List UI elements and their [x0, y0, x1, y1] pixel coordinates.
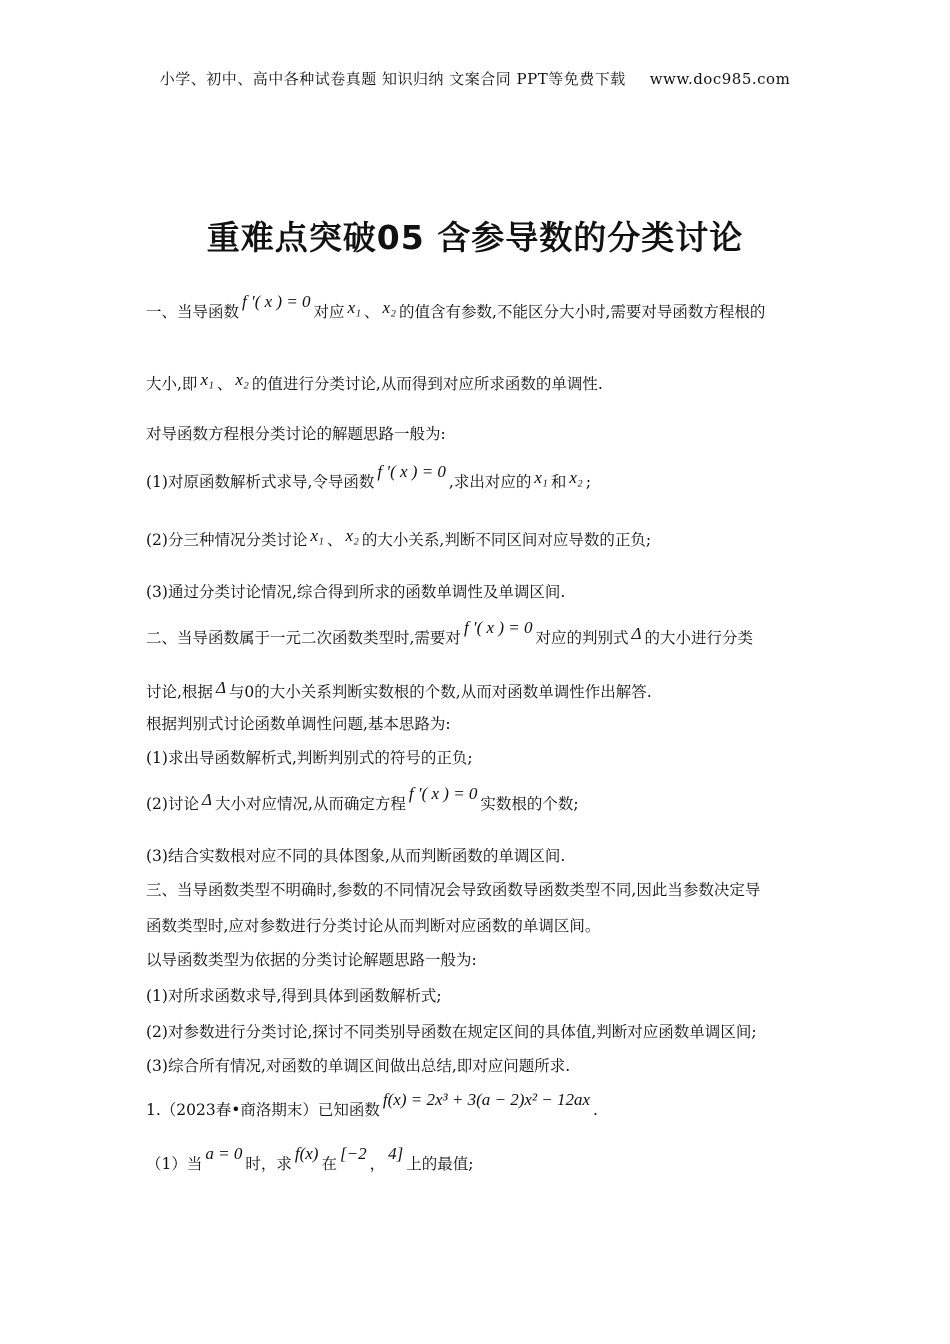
text: 大小,即 — [146, 375, 198, 393]
paragraph-line-3: 对导函数方程根分类讨论的解题思路一般为: — [146, 425, 446, 443]
text: ， — [369, 1155, 386, 1173]
header-site: www.doc985.com — [649, 70, 791, 88]
paragraph-line-10: (1)求出导函数解析式,判断判别式的符号的正负; — [146, 749, 473, 767]
paragraph-line-18: (3)综合所有情况,对函数的单调区间做出总结,即对应问题所求. — [146, 1057, 571, 1075]
paragraph-2-line-1 — [146, 618, 826, 648]
text: 的值进行分类讨论,从而得到对应所求函数的单调性. — [251, 375, 603, 393]
formula-fprime: f ′( x ) = 0 — [408, 784, 478, 803]
page-header — [0, 68, 950, 89]
text: 的大小进行分类 — [644, 629, 753, 647]
formula-x1: x₁ — [347, 298, 362, 317]
formula-delta: Δ — [631, 624, 642, 643]
paragraph-3-line-1: 三、当导函数类型不明确时,参数的不同情况会导致函数导函数类型不同,因此当参数决定导 — [146, 881, 761, 899]
formula-function: f(x) = 2x³ + 3(a − 2)x² − 12ax — [382, 1090, 591, 1109]
paragraph-line-12: (3)结合实数根对应不同的具体图象,从而判断函数的单调区间. — [146, 847, 566, 865]
paragraph-1-line-1 — [146, 292, 826, 322]
text: 和 — [550, 473, 567, 491]
text: (2)分三种情况分类讨论 — [146, 531, 308, 549]
formula-x2: x₂ — [235, 370, 249, 389]
text: （1）当 — [146, 1155, 203, 1173]
text: 、 — [364, 303, 380, 321]
paragraph-1-line-2 — [146, 370, 826, 394]
formula-interval-left: [−2 — [339, 1144, 367, 1163]
paragraph-line-16: (1)对所求函数求导,得到具体到函数解析式; — [146, 987, 442, 1005]
text: (1)对原函数解析式求导,令导函数 — [146, 473, 375, 491]
formula-x1: x₁ — [534, 468, 548, 487]
text: 与0的大小关系判断实数根的个数,从而对函数单调性作出解答. — [228, 683, 652, 701]
text: 二、当导函数属于一元二次函数类型时,需要对 — [146, 629, 461, 647]
text: 上的最值; — [406, 1155, 474, 1173]
formula-x2: x₂ — [345, 526, 359, 545]
text: 大小对应情况,从而确定方程 — [214, 795, 406, 813]
formula-delta: Δ — [201, 790, 212, 809]
text: 一、当导函数 — [146, 303, 240, 321]
paragraph-line-6: (3)通过分类讨论情况,综合得到所求的函数单调性及单调区间. — [146, 583, 566, 601]
question-1 — [146, 1090, 826, 1120]
paragraph-line-17: (2)对参数进行分类讨论,探讨不同类别导函数在规定区间的具体值,判断对应函数单调区间; — [146, 1023, 757, 1041]
text: ,求出对应的 — [448, 473, 532, 491]
text: 对应 — [313, 303, 345, 321]
text: . — [593, 1101, 598, 1119]
text: 的大小关系,判断不同区间对应导数的正负; — [361, 531, 652, 549]
text: 讨论,根据 — [146, 683, 213, 701]
paragraph-line-9: 根据判别式讨论函数单调性问题,基本思路为: — [146, 715, 451, 733]
formula-fx: f(x) — [294, 1144, 319, 1163]
paragraph-line-5 — [146, 526, 826, 550]
paragraph-line-15: 以导函数类型为依据的分类讨论解题思路一般为: — [146, 951, 477, 969]
formula-fprime: f ′( x ) = 0 — [377, 462, 446, 481]
formula-fprime: f ′( x ) = 0 — [463, 618, 533, 637]
paragraph-3-line-2: 函数类型时,应对参数进行分类讨论从而判断对应函数的单调区间。 — [146, 917, 601, 935]
text: 时，求 — [245, 1155, 292, 1173]
paragraph-line-4 — [146, 462, 826, 492]
formula-fprime: f ′( x ) = 0 — [242, 292, 311, 311]
formula-interval-right: 4] — [388, 1144, 404, 1163]
text: 对应的判别式 — [535, 629, 629, 647]
formula-x1: x₁ — [310, 526, 324, 545]
page-title: 重难点突破05 含参导数的分类讨论 — [206, 218, 744, 257]
text: 的值含有参数,不能区分大小时,需要对导函数方程根的 — [399, 303, 766, 321]
paragraph-line-11 — [146, 784, 826, 814]
text: 、 — [326, 531, 343, 549]
formula-x2: x₂ — [382, 298, 397, 317]
formula-x2: x₂ — [569, 468, 583, 487]
paragraph-2-line-2 — [146, 678, 826, 702]
text: (2)讨论 — [146, 795, 199, 813]
formula-delta: Δ — [215, 678, 226, 697]
text: 、 — [216, 375, 233, 393]
formula-a-eq0: a = 0 — [205, 1144, 243, 1163]
question-1-part-1 — [146, 1144, 826, 1174]
formula-x1: x₁ — [200, 370, 214, 389]
text: 1.（2023春•商洛期末）已知函数 — [146, 1101, 380, 1119]
text: 实数根的个数; — [480, 795, 579, 813]
text: 在 — [321, 1155, 337, 1173]
text: ; — [585, 473, 592, 491]
header-text: 小学、初中、高中各种试卷真题 知识归纳 文案合同 PPT等免费下载 — [159, 70, 626, 88]
